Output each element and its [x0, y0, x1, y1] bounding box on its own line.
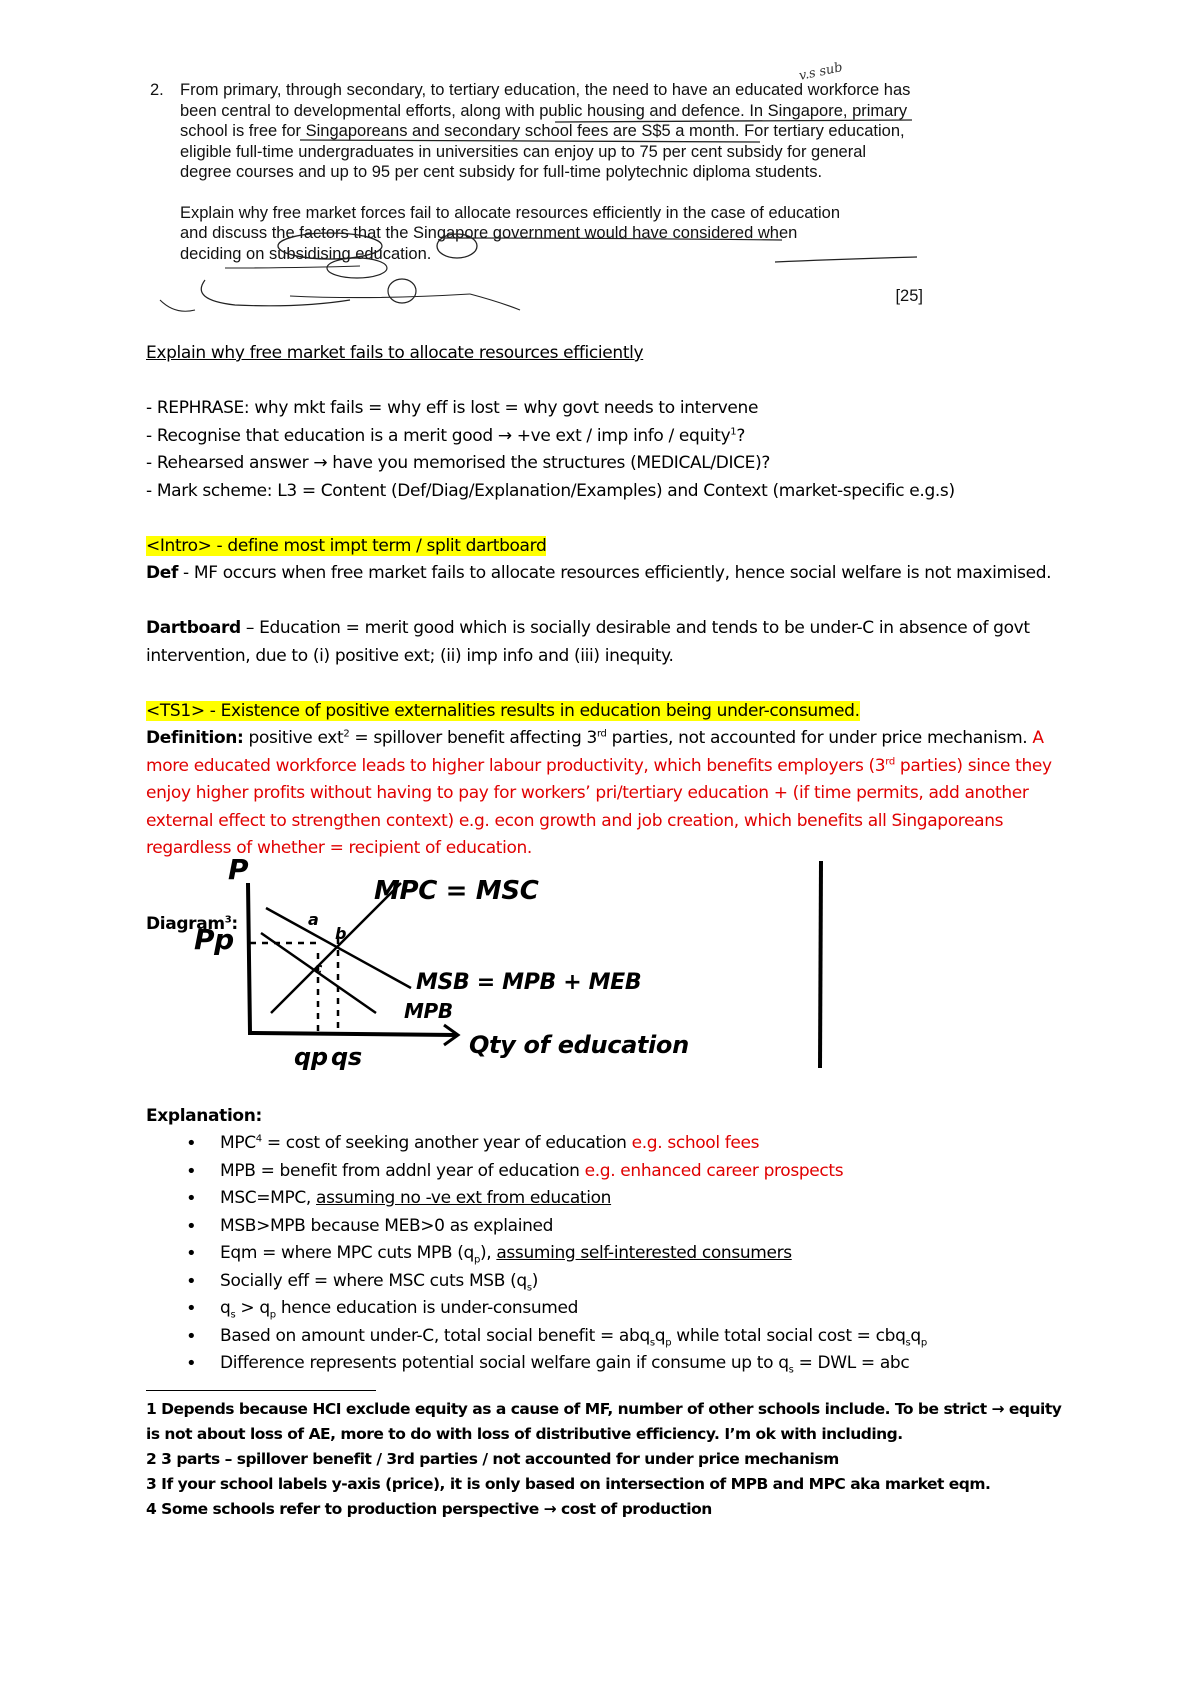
list-item: • MPB = benefit from addnl year of education e.g. enhanced career prospects: [220, 1158, 1076, 1186]
footnote-4: 4 Some schools refer to production perspective → cost of production: [146, 1499, 712, 1518]
list-item: • MSC=MPC, assuming no -ve ext from education: [220, 1185, 1076, 1213]
top-note: v.s sub: [797, 60, 844, 84]
qs-label: qs: [331, 1042, 362, 1071]
list-item: • MSB>MPB because MEB>0 as explained: [220, 1213, 1076, 1241]
list-item: • Eqm = where MPC cuts MPB $(q_p)$, assuming self-interested consumers: [220, 1240, 1076, 1268]
note-mark-scheme: - Mark scheme: L3 = Content (Def/Diag/Explanation/Examples) and Context (market-specific e.g.s): [146, 480, 955, 501]
list-item: • Difference represents potential social welfare gain if consume up to $q_s$ = DWL = abc: [220, 1350, 1076, 1378]
list-item: • Socially eff = where MSC cuts MSB $(q_s)$: [220, 1268, 1076, 1296]
intro-title: <Intro> - define most impt term / split dartboard: [146, 535, 547, 556]
note-rephrase: - REPHRASE: why mkt fails = why eff is lost = why govt needs to intervene: [146, 398, 759, 418]
externality-diagram: [194, 852, 836, 1083]
list-item: • Based on amount under-C, total social benefit = $abq_sq_p$ while total social $\cos t = cbq_sq_p$: [220, 1323, 1076, 1351]
list-item: • $q_s > q_p$ hence education is under-consumed: [220, 1295, 1076, 1323]
price-label: Pp: [194, 922, 234, 956]
intro-dartboard: Dartboard – Education = merit good which is socially desirable and tends to be under-C in absence of govt intervention, due to (i) positive ext; (ii) imp info and (iii) inequity.: [146, 618, 1030, 666]
question-block: [150, 80, 923, 305]
y-axis-label: P: [228, 852, 249, 886]
ts1-title: <TS1> - Existence of positive externalities results in education being under-consumed.: [146, 700, 860, 721]
mpb-label: MPB: [404, 998, 453, 1023]
msb-label: MSB = MPB + MEB: [416, 969, 642, 995]
mpc-label: MPC = MSC: [374, 875, 539, 906]
point-a: a: [308, 909, 319, 929]
intro-definition: Def - MF occurs when free market fails to allocate resources efficiently, hence social welfare is not maximised.: [146, 563, 1052, 583]
section-heading: Explain why free market fails to allocate resources efficiently: [146, 343, 644, 363]
qp-label: qp: [294, 1042, 328, 1071]
diagram-row: [146, 852, 1076, 1103]
ts1-definition: Definition: positive ext$^2$ = spillover benefit affecting 3rd parties, not accounted for under price mechanism. A more educated workforce leads to higher labour productivity, which benefits employers (3rd parties) since they enjoy higher profits without having to pay for workers’ pri/tertiary education + (if time permits, add another external effect to strengthen context) e.g. econ growth and job creation, which benefits all Singaporeans regardless of whether = recipient of education.: [146, 728, 1052, 858]
note-rehearsed: - Rehearsed answer → have you memorised the structures (MEDICAL/DICE)?: [146, 453, 771, 473]
question-task: Explain why free market forces fail to allocate resources efficiently in the case of education and discuss the factors that the Singapore government would have considered when deciding on subsidising education.: [180, 203, 841, 263]
point-c: c: [314, 960, 322, 977]
footnote-1: 1 Depends because HCI exclude equity as a cause of MF, number of other schools include. To be strict → equity is not about loss of AE, more to do with loss of distributive efficiency. I’m ok with including.: [146, 1399, 1062, 1443]
footnote-3: 3 If your school labels y-axis (price), it is only based on intersection of MPB and MPC aka market eqm.: [146, 1474, 991, 1493]
explanation-list: [146, 1130, 1076, 1378]
diagram-label: Diagram$^3$:: [146, 913, 238, 934]
diagram-border: [820, 861, 821, 1068]
note-recognise: - Recognise that education is a merit good → +ve ext / imp info / equity$^1$?: [146, 425, 745, 446]
question-paragraph: From primary, through secondary, to tertiary education, the need to have an educated workforce has been central to developmental efforts, along with public housing and defence. In Singapore, primary school is free for Singaporeans and secondary school fees are S$5 a month. For tertiary education, eligible full-time undergraduates in universities can enjoy up to 75 per cent subsidy for general degree courses and up to 95 per cent subsidy for full-time polytechnic diploma students.: [180, 81, 911, 181]
answer-notes: [146, 340, 1076, 1522]
list-item: • $MPC^4 = \cos t$ of seeking another year of education e.g. school fees: [220, 1130, 1076, 1158]
question-number: 2.: [150, 81, 164, 99]
explanation-title: Explanation:: [146, 1105, 262, 1126]
point-b: b: [335, 923, 347, 943]
footnote-rule: [146, 1390, 376, 1391]
footnote-2: 2 3 parts – spillover benefit / 3rd parties / not accounted for under price mechanism: [146, 1449, 839, 1468]
question-marks: [25]: [895, 287, 923, 305]
x-axis-label: Qty of education: [469, 1030, 689, 1059]
